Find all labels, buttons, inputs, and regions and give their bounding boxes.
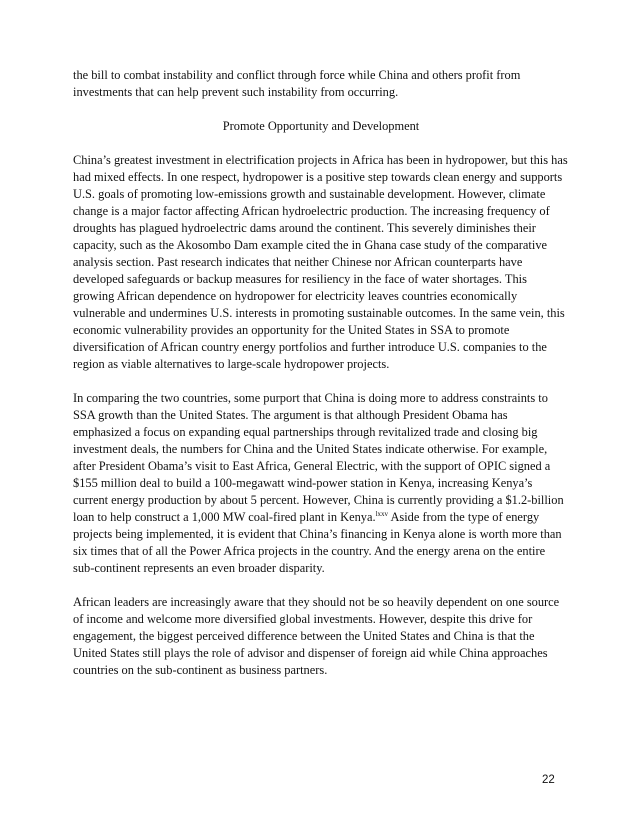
paragraph-2: China’s greatest investment in electrification projects in Africa has been in hydropower, but this has had mixed effects. In one respect, hydropower is a positive step towards clean energy and supports U.S. goals of promoting low-emissions growth and sustainable development. However, climate change is a major factor affecting African hydroelectric production. The increasing frequency of droughts has plagued hydroelectric dams around the continent. This severely diminishes their capacity, such as the Akosombo Dam example cited the in Ghana case study of the comparative analysis section. Past research indicates that neither Chinese nor African counterparts have developed safeguards or backup measures for resiliency in the face of water shortages. This growing African dependence on hydropower for electricity leaves countries economically vulnerable and undermines U.S. interests in promoting sustainable outcomes. In the same vein, this economic vulnerability provides an opportunity for the United States in SSA to promote diversification of African country energy portfolios and further introduce U.S. companies to the region as viable alternatives to large-scale hydropower projects.: [73, 153, 568, 371]
paragraph-4: African leaders are increasingly aware that they should not be so heavily dependent on one source of income and welcome more diversified global investments. However, despite this drive for engagement, the biggest perceived difference between the United States and China is that the United States still plays the role of advisor and dispenser of foreign aid while China approaches countries on the sub-continent as business partners.: [73, 595, 560, 677]
paragraph-3-text-b: Aside from the type of energy projects being implemented, it is evident that China’s financing in Kenya alone is worth more than six times that of all the Power Africa projects in the country. And the energy arena on the entire sub-continent represents an even broader disparity.: [73, 510, 562, 575]
paragraph-1: the bill to combat instability and conflict through force while China and others profit from investments that can help prevent such instability from occurring.: [73, 68, 521, 99]
page-number: 22: [542, 774, 555, 786]
page-content: [73, 67, 569, 696]
footnote-marker: lxxv: [375, 509, 389, 518]
paragraph-3: [73, 390, 569, 577]
paragraph-3-text-a: In comparing the two countries, some purport that China is doing more to address constraints to SSA growth than the United States. The argument is that although President Obama has emphasized a focus on expanding equal partnerships through revitalized trade and closing big investment deals, the numbers for China and the United States indicate otherwise. For example, after President Obama’s visit to East Africa, General Electric, with the support of OPIC signed a $155 million deal to build a 100-megawatt wind-power station in Kenya, increasing Kenya’s current energy production by about 5 percent. However, China is currently providing a $1.2-billion loan to help construct a 1,000 MW coal-fired plant in Kenya.: [73, 391, 564, 524]
section-heading: Promote Opportunity and Development: [222, 119, 420, 133]
